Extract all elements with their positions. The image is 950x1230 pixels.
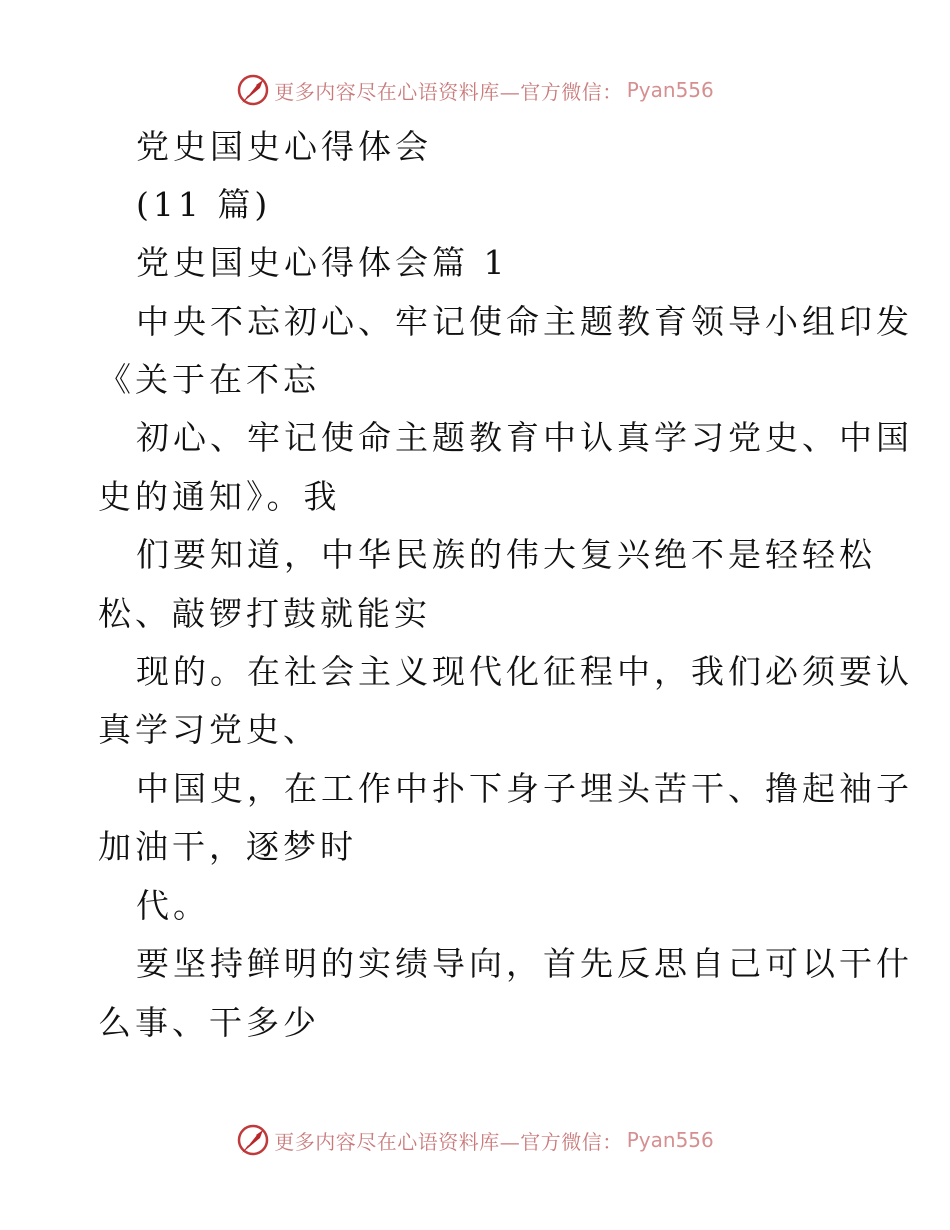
body-line: 代。: [136, 886, 210, 925]
section-heading: 党史国史心得体会篇 1: [136, 243, 509, 282]
banner-wechat-id: Pyan556: [626, 1128, 714, 1152]
body-line: 松、敲锣打鼓就能实: [98, 594, 431, 633]
header-banner: [0, 70, 950, 110]
body-line: 要坚持鲜明的实绩导向，首先反思自己可以干什: [136, 944, 913, 983]
pen-feather-logo-icon: [236, 73, 270, 107]
body-line: 真学习党史、: [98, 710, 320, 749]
banner-wechat-id: Pyan556: [626, 78, 714, 102]
body-line: 现的。在社会主义现代化征程中，我们必须要认: [136, 652, 913, 691]
body-line: 中央不忘初心、牢记使命主题教育领导小组印发: [136, 302, 913, 341]
body-line: 们要知道，中华民族的伟大复兴绝不是轻轻松: [136, 535, 876, 574]
body-line: 《关于在不忘: [98, 360, 320, 399]
pen-feather-logo-icon: [236, 1123, 270, 1157]
banner-text: 更多内容尽在心语资料库—官方微信：: [274, 1129, 623, 1154]
document-count: (11 篇): [136, 185, 272, 224]
body-line: 初心、牢记使命主题教育中认真学习党史、中国: [136, 418, 913, 457]
body-line: 史的通知》。我: [98, 477, 341, 516]
footer-banner: [0, 1120, 950, 1160]
document-title: 党史国史心得体会: [136, 127, 432, 166]
body-line: 加油干，逐梦时: [98, 827, 357, 866]
body-line: 中国史，在工作中扑下身子埋头苦干、撸起袖子: [136, 769, 913, 808]
banner-text: 更多内容尽在心语资料库—官方微信：: [274, 79, 623, 104]
body-line: 么事、干多少: [98, 1003, 320, 1042]
